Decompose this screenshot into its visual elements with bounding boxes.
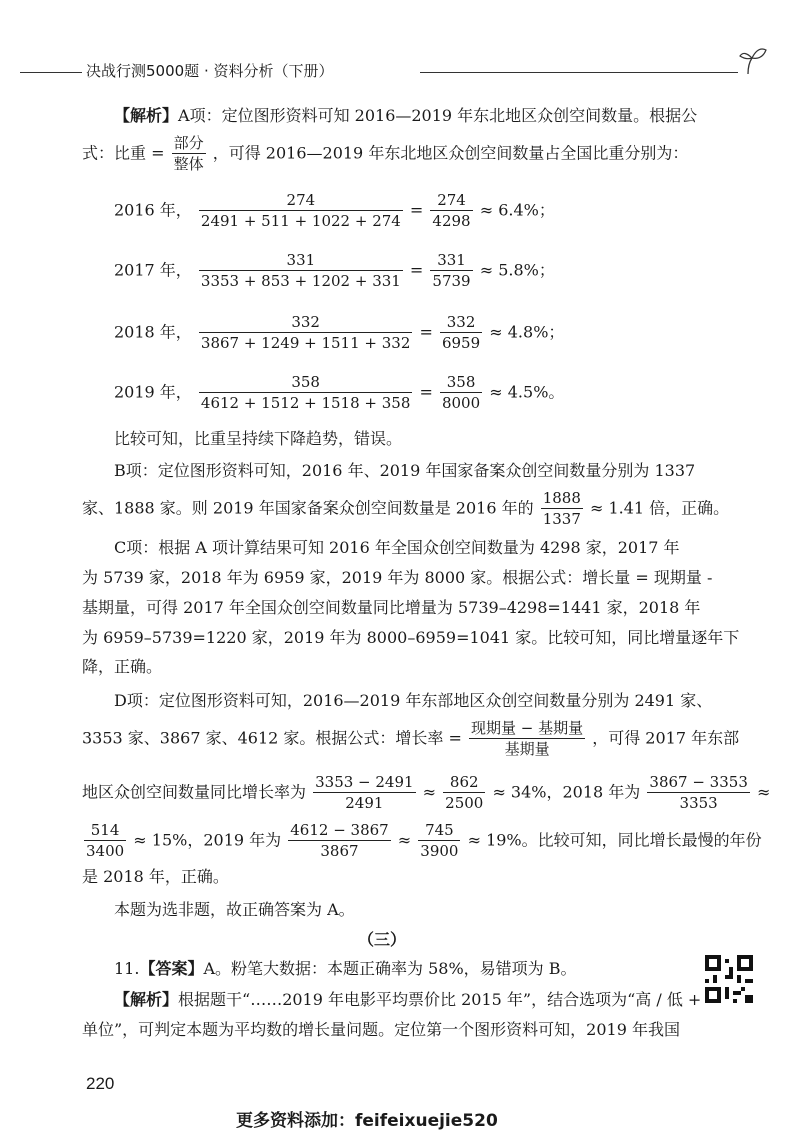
conclusion-a: 比较可知，比重呈持续下降趋势，错误。 xyxy=(114,429,403,448)
item-c-line4: 为 6959–5739=1220 家，2019 年为 8000–6959=1041 家。比较可知，同比增量逐年下 xyxy=(82,628,740,647)
footer-contact: 更多资料添加：feifeixuejie520 xyxy=(236,1111,498,1131)
header-rule-left xyxy=(20,72,82,73)
item-c-line2: 为 5739 家，2018 年为 6959 家，2019 年为 8000 家。根据公式：增长量 = 现期量 - xyxy=(82,568,713,587)
q11-analysis-line1: 【解析】根据题干“……2019 年电影平均票价比 2015 年”，结合选项为“高 / 低 + xyxy=(114,990,702,1009)
ratio-formula: $\frac{\text{部分}}{\text{整体}}$ xyxy=(173,134,204,173)
item-b-line1: B项：定位图形资料可知，2016 年、2019 年国家备案众创空间数量分别为 1337 xyxy=(114,461,696,480)
item-b-line2: 家、1888 家。则 2019 年国家备案众创空间数量是 2016 年的 $\frac{1888}{1337}$ ≈ 1.41 倍，正确。 xyxy=(82,489,730,528)
year-row-2019: 2019 年， $\frac{358}{4612 + 1512 + 1518 + 358}$ = $\frac{358}{8000}$ ≈ 4.5%。 xyxy=(114,373,565,412)
item-d-line5: 是 2018 年，正确。 xyxy=(82,867,229,886)
final-answer: 本题为选非题，故正确答案为 A。 xyxy=(114,900,355,919)
year-row-2018: 2018 年， $\frac{332}{3867 + 1249 + 1511 + 332}$ = $\frac{332}{6959}$ ≈ 4.8%； xyxy=(114,313,565,352)
analysis-a-line2: 式：比重 = $\frac{\text{部分}}{\text{整体}}$ ，可得 2016—2019 年东北地区众创空间数量占全国比重分别为： xyxy=(82,134,689,173)
item-d-line4: $\frac{514}{3400}$ ≈ 15%，2019 年为 $\frac{4612 - 3867}{3867}$ ≈ $\frac{745}{3900}$ ≈ 19%。比较可知，同比增长最慢的年份 xyxy=(86,821,762,860)
item-d-line1: D项：定位图形资料可知，2016—2019 年东部地区众创空间数量分别为 2491 家、 xyxy=(114,691,713,710)
q11-analysis-line2: 单位”，可判定本题为平均数的增长量问题。定位第一个图形资料可知，2019 年我国 xyxy=(82,1020,680,1039)
item-c-line1: C项：根据 A 项计算结果可知 2016 年全国众创空间数量为 4298 家，2017 年 xyxy=(114,538,680,557)
header-rule-right xyxy=(420,72,738,73)
item-d-line3: 地区众创空间数量同比增长率为 $\frac{3353 - 2491}{2491}$ ≈ $\frac{862}{2500}$ ≈ 34%，2018 年为 $\frac{3867 - 3353}{3353}$ ≈ xyxy=(82,773,771,812)
item-c-line5: 降，正确。 xyxy=(82,657,163,676)
q11-answer: 11.【答案】A。粉笔大数据：本题正确率为 58%，易错项为 B。 xyxy=(114,959,577,978)
analysis-a-line1: 【解析】A项：定位图形资料可知 2016—2019 年东北地区众创空间数量。根据公 xyxy=(114,106,698,125)
year-row-2017: 2017 年， $\frac{331}{3353 + 853 + 1202 + 331}$ = $\frac{331}{5739}$ ≈ 5.8%； xyxy=(114,251,555,290)
item-c-line3: 基期量，可得 2017 年全国众创空间数量同比增量为 5739–4298=1441 家，2018 年 xyxy=(82,598,701,617)
year-row-2016: 2016 年， $\frac{274}{2491 + 511 + 1022 + 274}$ = $\frac{274}{4298}$ ≈ 6.4%； xyxy=(114,191,555,230)
section-heading: （三） xyxy=(358,930,407,949)
item-d-line2: 3353 家、3867 家、4612 家。根据公式：增长率 = $\frac{\text{现期量 − 基期量}}{\text{基期量}}$ ，可得 2017 年东部 xyxy=(82,719,740,758)
page-number: 220 xyxy=(86,1074,115,1093)
sprout-icon xyxy=(736,44,770,78)
header-title: 决战行测5000题 · 资料分析（下册） xyxy=(82,60,337,81)
qr-code-icon[interactable] xyxy=(705,955,753,1003)
